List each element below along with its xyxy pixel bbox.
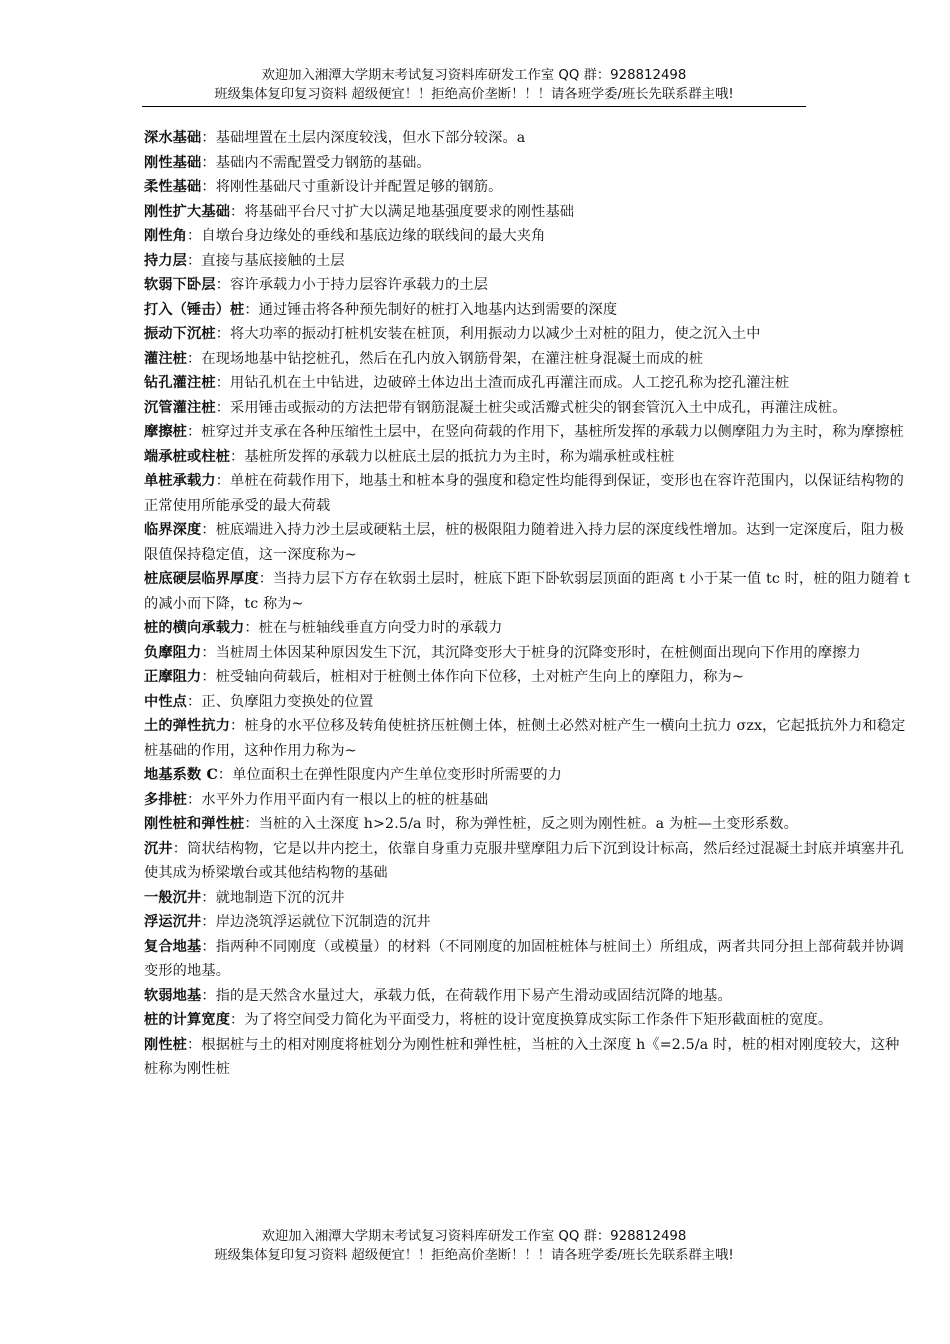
entry-term: 软弱下卧层	[144, 277, 216, 293]
entry-definition: ：基础内不需配置受力钢筋的基础。	[201, 154, 431, 171]
glossary-entry	[144, 249, 912, 274]
glossary-entry	[144, 298, 912, 323]
entry-definition: ：用钻孔机在土中钻进，边破碎土体边出土渣而成孔再灌注而成。人工挖孔称为挖孔灌注桩	[215, 375, 790, 391]
entry-term: 地基系数 C	[144, 767, 218, 783]
glossary-entry	[144, 273, 912, 298]
entry-term: 刚性桩和弹性桩	[144, 816, 245, 832]
entry-definition: ：正、负摩阻力变换处的位置	[187, 693, 374, 710]
entry-term: 软弱地基	[144, 987, 202, 1004]
entry-definition: ：岸边浇筑浮运就位下沉制造的沉井	[201, 914, 431, 930]
entry-definition: ：就地制造下沉的沉井	[201, 889, 345, 906]
entry-term: 沉井	[144, 840, 173, 857]
glossary-entry	[144, 1008, 912, 1033]
glossary-entry	[144, 984, 912, 1009]
entry-term: 复合地基	[144, 938, 202, 955]
glossary-entry	[144, 347, 912, 372]
entry-definition: ：单位面积土在弹性限度内产生单位变形时所需要的力	[217, 767, 562, 783]
entry-definition: ：根据桩与土的相对刚度将桩划分为刚性桩和弹性桩，当桩的入土深度 h《=2.5/a 时，桩的相对刚度较大，这种桩称为刚性桩	[144, 1036, 900, 1077]
entry-term: 刚性基础	[144, 154, 202, 171]
glossary-entry	[144, 910, 912, 935]
page-footer	[142, 1227, 806, 1265]
entry-definition: ：为了将空间受力简化为平面受力，将桩的设计宽度换算成实际工作条件下矩形截面桩的宽度。	[230, 1012, 833, 1028]
entry-term: 钻孔灌注桩	[144, 375, 216, 391]
entry-term: 刚性角	[144, 228, 188, 244]
entry-term: 深水基础	[144, 130, 202, 146]
glossary-entry	[144, 151, 912, 176]
entry-term: 临界深度	[144, 522, 202, 538]
glossary-entry	[144, 812, 912, 837]
entry-definition: ：桩受轴向荷载后，桩相对于桩侧土体作向下位移，土对桩产生向上的摩阻力，称为~	[201, 669, 744, 685]
entry-term: 单桩承载力	[144, 473, 216, 489]
entry-term: 刚性扩大基础	[144, 203, 231, 220]
glossary-entry	[144, 469, 912, 518]
glossary-entry	[144, 886, 912, 911]
entry-term: 刚性桩	[144, 1036, 188, 1053]
entry-term: 振动下沉桩	[144, 326, 216, 342]
entry-definition: ：单桩在荷载作用下，地基土和桩本身的强度和稳定性均能得到保证，变形也在容许范围内，以保证结构物的正常使用所能承受的最大荷载	[144, 473, 904, 514]
header-line-2: 班级集体复印复习资料 超级便宜！！拒绝高价垄断！！！请各班学委/班长先联系群主哦!	[214, 87, 734, 102]
entry-definition: ：桩在与桩轴线垂直方向受力时的承载力	[244, 620, 503, 636]
glossary-entry	[144, 445, 912, 470]
glossary-entry	[144, 788, 912, 813]
entry-term: 沉管灌注桩	[144, 399, 216, 416]
entry-term: 端承桩或柱桩	[144, 448, 231, 465]
glossary-entry	[144, 665, 912, 690]
glossary-entry	[144, 126, 912, 151]
entry-term: 持力层	[144, 252, 188, 269]
entry-definition: ：采用锤击或振动的方法把带有钢筋混凝土桩尖或活瓣式桩尖的钢套管沉入土中成孔，再灌注成桩。	[215, 399, 847, 416]
entry-definition: ：将基础平台尺寸扩大以满足地基强度要求的刚性基础	[230, 203, 575, 220]
glossary-entry	[144, 1033, 912, 1082]
entry-definition: ：筒状结构物，它是以井内挖土，依靠自身重力克服井壁摩阻力后下沉到设计标高，然后经过混凝土封底并填塞井孔使其成为桥梁墩台或其他结构物的基础	[144, 840, 904, 881]
footer-line-2: 班级集体复印复习资料 超级便宜！！拒绝高价垄断！！！请各班学委/班长先联系群主哦!	[214, 1248, 734, 1263]
glossary-list	[144, 126, 912, 1082]
entry-definition: ：容许承载力小于持力层容许承载力的土层	[215, 277, 489, 293]
entry-definition: ：通过锤击将各种预先制好的桩打入地基内达到需要的深度	[244, 301, 618, 318]
entry-definition: ：当桩的入土深度 h>2.5/a 时，称为弹性桩，反之则为刚性桩。a 为桩—土变形系数。	[244, 816, 798, 832]
glossary-entry	[144, 616, 912, 641]
entry-definition: ：自墩台身边缘处的垂线和基底边缘的联线间的最大夹角	[187, 228, 546, 244]
entry-definition: ：基桩所发挥的承载力以桩底土层的抵抗力为主时，称为端承桩或柱桩	[230, 448, 675, 465]
glossary-entry	[144, 714, 912, 763]
page-header	[142, 66, 806, 107]
entry-term: 柔性基础	[144, 179, 202, 195]
glossary-entry	[144, 837, 912, 886]
entry-term: 灌注桩	[144, 350, 188, 367]
glossary-entry	[144, 322, 912, 347]
entry-term: 打入（锤击）桩	[144, 301, 245, 318]
glossary-entry	[144, 518, 912, 567]
entry-term: 浮运沉井	[144, 914, 202, 930]
entry-term: 多排桩	[144, 791, 188, 808]
entry-term: 摩擦桩	[144, 424, 188, 440]
glossary-entry	[144, 175, 912, 200]
entry-definition: ：桩身的水平位移及转角使桩挤压桩侧土体，桩侧土必然对桩产生一横向土抗力 σzx，它起抵抗外力和稳定桩基础的作用，这种作用力称为~	[144, 718, 906, 759]
footer-line-1: 欢迎加入湘潭大学期末考试复习资料库研发工作室 QQ 群：928812498	[261, 1229, 687, 1244]
entry-definition: ：指的是天然含水量过大，承载力低，在荷载作用下易产生滑动或固结沉降的地基。	[201, 987, 732, 1004]
entry-definition: ：直接与基底接触的土层	[187, 252, 345, 269]
entry-term: 负摩阻力	[144, 644, 202, 661]
entry-definition: ：当持力层下方存在软弱土层时，桩底下距下卧软弱层顶面的距离 t 小于某一值 tc 时，桩的阻力随着 t 的减小而下降，tc 称为~	[144, 571, 910, 612]
entry-term: 中性点	[144, 693, 188, 710]
entry-term: 桩底硬层临界厚度	[144, 571, 259, 587]
entry-definition: ：水平外力作用平面内有一根以上的桩的桩基础	[187, 791, 489, 808]
header-line-1: 欢迎加入湘潭大学期末考试复习资料库研发工作室 QQ 群：928812498	[261, 68, 687, 83]
entry-definition: ：将刚性基础尺寸重新设计并配置足够的钢筋。	[201, 179, 503, 195]
entry-term: 一般沉井	[144, 889, 202, 906]
glossary-entry	[144, 935, 912, 984]
entry-term: 桩的横向承载力	[144, 620, 245, 636]
glossary-entry	[144, 763, 912, 788]
entry-definition: ：桩底端进入持力沙土层或硬粘土层，桩的极限阻力随着进入持力层的深度线性增加。达到一定深度后，阻力极限值保持稳定值，这一深度称为~	[144, 522, 904, 563]
entry-definition: ：指两种不同刚度（或模量）的材料（不同刚度的加固桩桩体与桩间土）所组成，两者共同分担上部荷载并协调变形的地基。	[144, 938, 904, 979]
glossary-entry	[144, 690, 912, 715]
glossary-entry	[144, 641, 912, 666]
glossary-entry	[144, 371, 912, 396]
entry-term: 桩的计算宽度	[144, 1012, 231, 1028]
entry-term: 土的弹性抗力	[144, 718, 231, 734]
entry-definition: ：将大功率的振动打桩机安装在桩顶，利用振动力以减少土对桩的阻力，使之沉入土中	[215, 326, 761, 342]
entry-definition: ：在现场地基中钻挖桩孔，然后在孔内放入钢筋骨架，在灌注桩身混凝土而成的桩	[187, 350, 704, 367]
glossary-entry	[144, 567, 912, 616]
entry-definition: ：桩穿过并支承在各种压缩性土层中，在竖向荷载的作用下，基桩所发挥的承载力以侧摩阻力为主时，称为摩擦桩	[187, 424, 904, 440]
glossary-entry	[144, 420, 912, 445]
glossary-entry	[144, 224, 912, 249]
entry-definition: ：基础埋置在土层内深度较浅，但水下部分较深。a	[201, 130, 526, 146]
glossary-entry	[144, 200, 912, 225]
entry-definition: ：当桩周土体因某种原因发生下沉，其沉降变形大于桩身的沉降变形时，在桩侧面出现向下作用的摩擦力	[201, 644, 861, 661]
glossary-entry	[144, 396, 912, 421]
entry-term: 正摩阻力	[144, 669, 202, 685]
